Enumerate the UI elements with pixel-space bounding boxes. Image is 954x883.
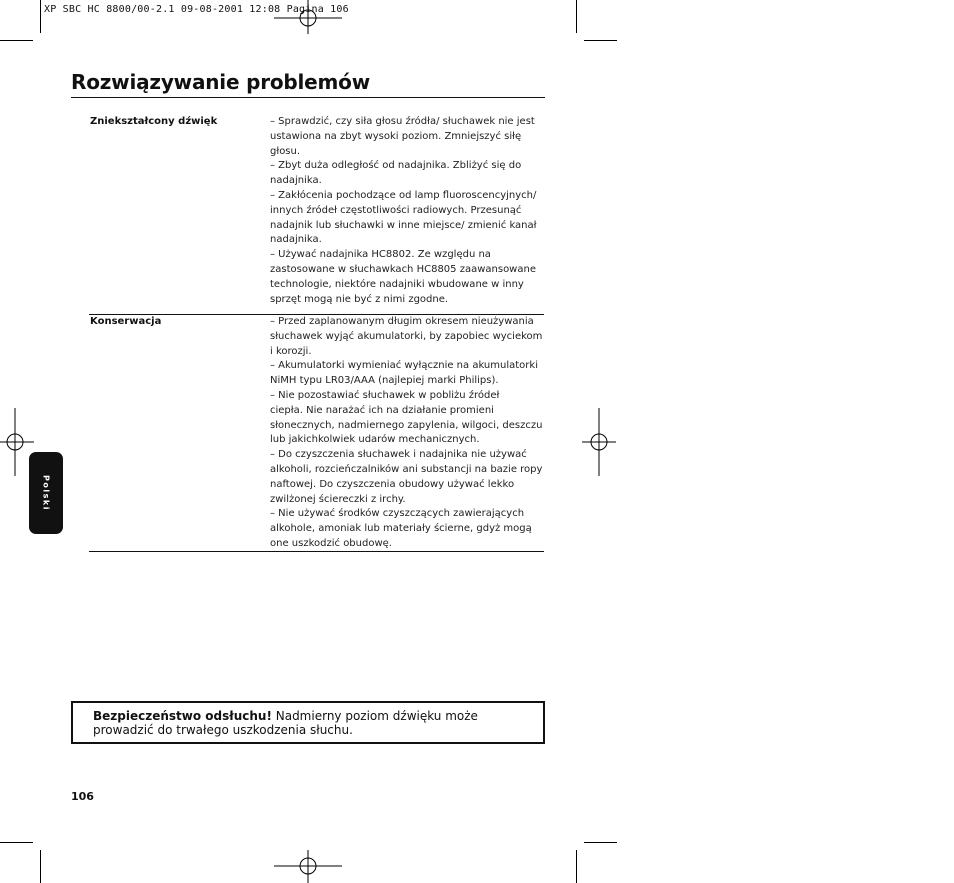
text-line: i korozji.	[270, 345, 312, 357]
text-line: alkohole, amoniak lub materiały ścierne, gdyż mogą	[270, 523, 532, 535]
text-line: technologie, niektóre nadajniki wbudowane w inny	[270, 278, 524, 290]
row-label-distorted-sound: Zniekształcony dźwięk	[90, 116, 218, 127]
text-line: ciepła. Nie narażać ich na działanie promieni	[270, 404, 494, 416]
text-line: – Przed zaplanowanym długim okresem nieużywania	[270, 316, 534, 327]
crop-mark	[0, 842, 33, 843]
row-label-maintenance: Konserwacja	[90, 316, 162, 327]
text-line: – Nie pozostawiać słuchawek w pobliżu źródeł	[270, 389, 500, 401]
text-line: – Akumulatorki wymieniać wyłącznie na akumulatorki	[270, 360, 538, 372]
language-tab-label: Polski	[41, 475, 51, 511]
text-line: ustawiona na zbyt wysoki poziom. Zmniejszyć siłę	[270, 130, 522, 142]
text-line: słonecznych, nadmiernego zapylenia, wilgoci, deszczu	[270, 419, 543, 431]
language-tab	[29, 452, 63, 534]
hearing-safety-warning	[71, 701, 545, 744]
text-line: – Nie używać środków czyszczących zawierających	[270, 508, 525, 520]
text-line: NiMH typu LR03/AAA (najlepiej marki Philips).	[270, 375, 499, 387]
text-line: lub jakichkolwiek udarów mechanicznych.	[270, 434, 480, 446]
text-line: – Zakłócenia pochodzące od lamp fluoroscencyjnych/	[270, 189, 537, 201]
page-number: 106	[71, 790, 94, 803]
text-line: – Sprawdzić, czy siła głosu źródła/ słuchawek nie jest	[270, 116, 535, 127]
warning-text	[93, 709, 533, 737]
text-line: zwilżonej ściereczki z irchy.	[270, 493, 406, 505]
row-body-distorted-sound	[270, 115, 545, 307]
page-title: Rozwiązywanie problemów	[71, 70, 370, 94]
warning-title: Bezpieczeństwo odsłuchu!	[93, 709, 272, 723]
warning-body: Nadmierny poziom dźwięku może prowadzić do trwałego uszkodzenia słuchu.	[93, 709, 478, 737]
text-line: – Używać nadajnika HC8802. Ze względu na	[270, 249, 491, 261]
row-divider	[89, 551, 544, 552]
text-line: nadajnik lub słuchawki w inne miejsce/ zmienić kanał	[270, 219, 537, 231]
text-line: głosu.	[270, 145, 301, 157]
row-body-maintenance	[270, 315, 545, 552]
text-line: słuchawek wyjąć akumulatorki, by zapobiec wyciekom	[270, 330, 543, 342]
crop-mark	[40, 850, 41, 883]
print-header: XP SBC HC 8800/00-2.1 09-08-2001 12:08 Pagina 106	[44, 4, 349, 15]
text-line: – Do czyszczenia słuchawek i nadajnika nie używać	[270, 449, 527, 461]
text-line: one uszkodzić obudowę.	[270, 537, 392, 549]
text-line: sprzęt mogą nie być z nimi zgodne.	[270, 293, 449, 305]
crop-mark	[576, 850, 577, 883]
title-rule	[71, 97, 545, 98]
text-line: alkoholi, rozcieńczalników ani substancji na bazie ropy	[270, 463, 543, 475]
text-line: nadajnika.	[270, 175, 322, 187]
registration-mark-icon	[582, 408, 616, 476]
registration-mark-icon	[274, 850, 342, 883]
text-line: naftowej. Do czyszczenia obudowy używać lekko	[270, 478, 515, 490]
crop-mark	[576, 0, 577, 33]
text-line: innych źródeł częstotliwości radiowych. Przesunąć	[270, 204, 522, 216]
text-line: – Zbyt duża odległość od nadajnika. Zbliżyć się do	[270, 160, 522, 172]
crop-mark	[0, 40, 33, 41]
crop-mark	[40, 0, 41, 33]
registration-mark-icon	[274, 0, 342, 36]
text-line: nadajnika.	[270, 234, 322, 246]
crop-mark	[584, 40, 617, 41]
text-line: zastosowane w słuchawkach HC8805 zaawansowane	[270, 263, 536, 275]
crop-mark	[584, 842, 617, 843]
